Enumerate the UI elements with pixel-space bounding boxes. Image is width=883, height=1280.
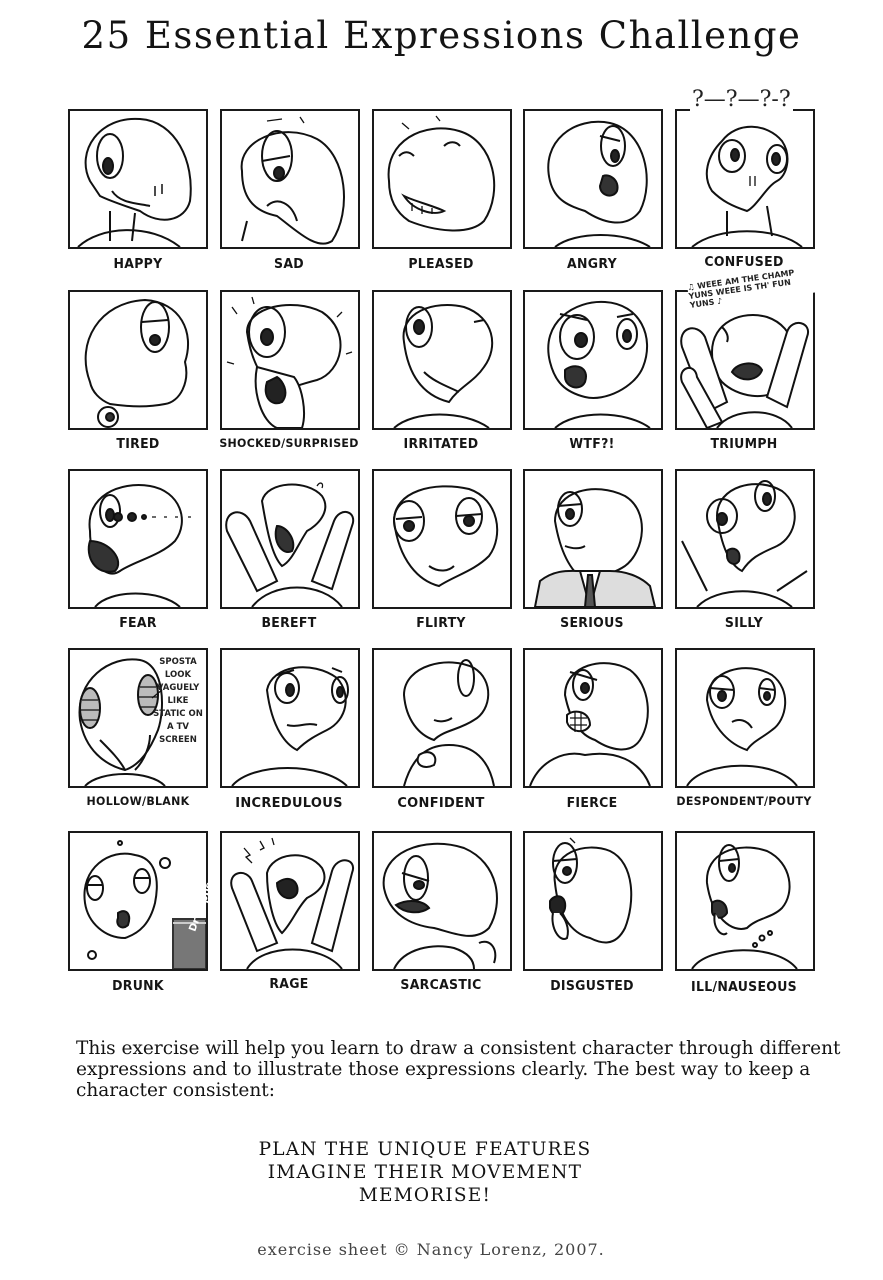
expression-panel-silly bbox=[675, 469, 815, 609]
confused-question-marks: ?—?—?-? bbox=[692, 87, 791, 112]
hollow-annotation: SPOSTA LOOK VAGUELY LIKE STATIC ON A TV SCREEN bbox=[153, 657, 203, 745]
panel-label: CONFUSED bbox=[704, 253, 784, 270]
panel-label: PLEASED bbox=[408, 255, 474, 272]
turtle-fear-drawing bbox=[70, 471, 206, 607]
expression-panel-ill bbox=[675, 831, 815, 971]
turtle-flirty-drawing bbox=[374, 471, 510, 607]
panel-label: ILL/NAUSEOUS bbox=[691, 978, 797, 995]
expression-panel-bereft bbox=[220, 469, 360, 609]
expression-panel-rage bbox=[220, 831, 360, 971]
tip-imagine: IMAGINE THEIR MOVEMENT bbox=[267, 1162, 583, 1183]
expression-panel-fierce bbox=[523, 648, 663, 788]
turtle-despondent-drawing bbox=[677, 650, 813, 786]
expression-panel-triumph bbox=[675, 290, 815, 430]
intro-paragraph: This exercise will help you learn to draw a consistent character through different expressions and to illustrate those expressions clearly. The best way to keep a character consistent: bbox=[76, 1038, 841, 1101]
panel-label: SAD bbox=[274, 255, 304, 272]
turtle-rage-drawing bbox=[222, 833, 358, 969]
panel-label: HOLLOW/BLANK bbox=[86, 794, 190, 809]
panel-label: FEAR bbox=[119, 614, 157, 631]
turtle-shocked-drawing bbox=[222, 292, 358, 428]
expression-panel-confused bbox=[675, 109, 815, 249]
panel-label: INCREDULOUS bbox=[235, 795, 343, 812]
panel-label: WTF?! bbox=[569, 435, 615, 452]
tip-plan: PLAN THE UNIQUE FEATURES bbox=[258, 1139, 592, 1160]
expression-panel-despondent bbox=[675, 648, 815, 788]
panel-label: SILLY bbox=[724, 614, 764, 631]
turtle-drunk-drawing bbox=[70, 833, 206, 969]
panel-label: SHOCKED/SURPRISED bbox=[219, 436, 359, 451]
turtle-pleased-drawing bbox=[374, 111, 510, 247]
turtle-bereft-drawing bbox=[222, 471, 358, 607]
panel-label: TRIUMPH bbox=[710, 435, 778, 452]
expression-panel-angry bbox=[523, 109, 663, 249]
expression-panel-irritated bbox=[372, 290, 512, 430]
turtle-tired-drawing bbox=[70, 292, 206, 428]
panel-label: BEREFT bbox=[261, 614, 317, 631]
turtle-sarcastic-drawing bbox=[374, 833, 510, 969]
page-title: 25 Essential Expressions Challenge bbox=[81, 14, 802, 57]
expression-panel-drunk bbox=[68, 831, 208, 971]
turtle-triumph-drawing bbox=[677, 292, 813, 428]
expression-panel-happy bbox=[68, 109, 208, 249]
panel-label: DRUNK bbox=[112, 977, 164, 994]
expression-panel-disgusted bbox=[523, 831, 663, 971]
turtle-happy-drawing bbox=[70, 111, 206, 247]
turtle-angry-drawing bbox=[525, 111, 661, 247]
panel-label: TIRED bbox=[116, 435, 160, 452]
panel-label: SARCASTIC bbox=[400, 976, 482, 993]
expression-panel-sarcastic bbox=[372, 831, 512, 971]
panel-label: DESPONDENT/POUTY bbox=[676, 794, 812, 809]
turtle-confident-drawing bbox=[374, 650, 510, 786]
expression-panel-incredulous bbox=[220, 648, 360, 788]
triumph-song-text: ♫ WEEE AM THE CHAMP YUNS WEEE IS TH' FUN YUNS ♪ bbox=[687, 265, 819, 310]
turtle-silly-drawing bbox=[677, 471, 813, 607]
turtle-wtf-drawing bbox=[525, 292, 661, 428]
turtle-irritated-drawing bbox=[374, 292, 510, 428]
panel-label: DISGUSTED bbox=[550, 977, 634, 994]
turtle-sad-drawing bbox=[222, 111, 358, 247]
expression-panel-serious bbox=[523, 469, 663, 609]
panel-label: ANGRY bbox=[567, 255, 617, 272]
tips-list bbox=[0, 1138, 850, 1207]
panel-label: HAPPY bbox=[113, 255, 163, 272]
turtle-ill-drawing bbox=[677, 833, 813, 969]
turtle-confused-drawing bbox=[677, 111, 813, 247]
expression-panel-fear bbox=[68, 469, 208, 609]
turtle-incredulous-drawing bbox=[222, 650, 358, 786]
soda-can-label: Dr Pepper bbox=[187, 875, 218, 934]
expression-panel-sad bbox=[220, 109, 360, 249]
turtle-disgusted-drawing bbox=[525, 833, 661, 969]
copyright-footer: exercise sheet © Nancy Lorenz, 2007. bbox=[257, 1240, 605, 1259]
panel-label: SERIOUS bbox=[560, 614, 624, 631]
panel-label: FIERCE bbox=[566, 794, 618, 811]
panel-label: IRRITATED bbox=[403, 435, 479, 452]
tip-memorise: MEMORISE! bbox=[358, 1185, 492, 1206]
expression-panel-shocked bbox=[220, 290, 360, 430]
turtle-serious-drawing bbox=[525, 471, 661, 607]
expression-panel-flirty bbox=[372, 469, 512, 609]
panel-label: RAGE bbox=[269, 975, 309, 992]
panel-label: FLIRTY bbox=[416, 614, 466, 631]
turtle-fierce-drawing bbox=[525, 650, 661, 786]
expression-panel-tired bbox=[68, 290, 208, 430]
expression-panel-pleased bbox=[372, 109, 512, 249]
expression-panel-wtf bbox=[523, 290, 663, 430]
panel-label: CONFIDENT bbox=[397, 795, 485, 812]
expression-panel-confident bbox=[372, 648, 512, 788]
